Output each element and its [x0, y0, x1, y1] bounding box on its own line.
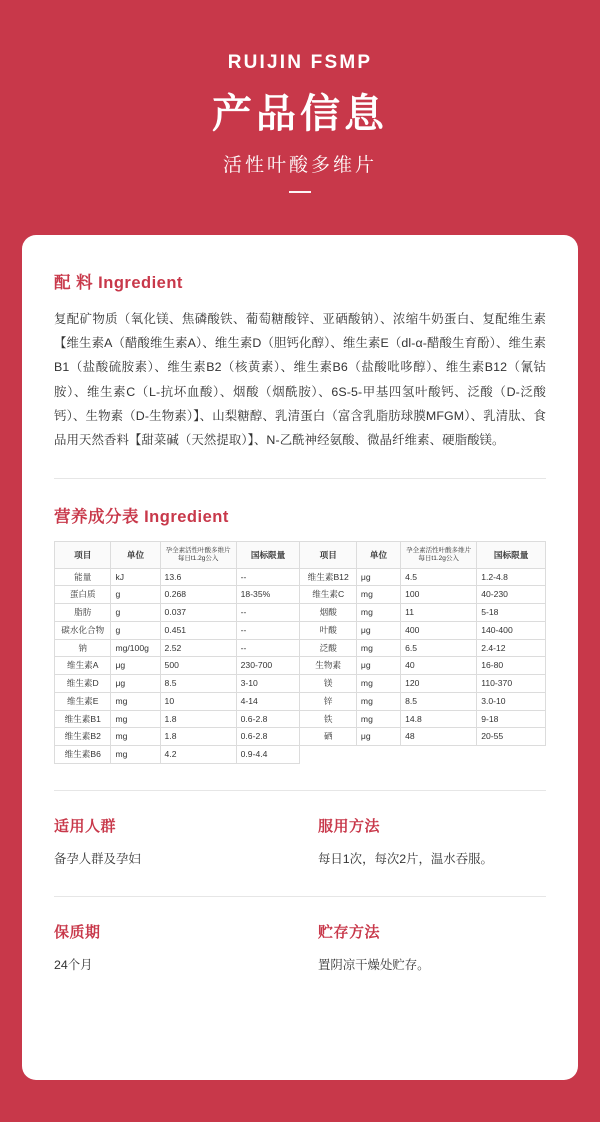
storage-block — [300, 921, 546, 976]
ingredient-section-title: 配 料 Ingredient — [54, 274, 183, 292]
table-cell: 泛酸 — [300, 639, 356, 657]
storage-title: 贮存方法 — [318, 923, 381, 941]
table-cell: mg — [111, 710, 160, 728]
table-cell: 维生素B1 — [55, 710, 111, 728]
table-cell: μg — [356, 728, 400, 746]
table-cell: 维生素D — [55, 675, 111, 693]
table-cell: 锌 — [300, 692, 356, 710]
table-cell: 3-10 — [236, 675, 300, 693]
table-row — [55, 568, 546, 586]
nutrition-table-body — [55, 568, 546, 763]
table-cell: 脂肪 — [55, 604, 111, 622]
table-cell: -- — [236, 639, 300, 657]
table-cell: 2.52 — [160, 639, 236, 657]
table-cell: 14.8 — [401, 710, 477, 728]
table-cell: 0.6-2.8 — [236, 728, 300, 746]
table-cell: 碳水化合物 — [55, 621, 111, 639]
table-cell: 400 — [401, 621, 477, 639]
table-cell: 13.6 — [160, 568, 236, 586]
header-unit-right: 单位 — [356, 542, 400, 569]
table-cell: 230-700 — [236, 657, 300, 675]
table-cell: μg — [356, 568, 400, 586]
table-cell: 0.451 — [160, 621, 236, 639]
table-cell: 40 — [401, 657, 477, 675]
table-cell: mg — [111, 692, 160, 710]
crowd-text: 备孕人群及孕妇 — [54, 851, 141, 866]
table-cell — [477, 746, 546, 764]
table-cell: 能量 — [55, 568, 111, 586]
table-cell: -- — [236, 568, 300, 586]
table-cell: 8.5 — [401, 692, 477, 710]
table-row — [55, 639, 546, 657]
header-divider — [289, 191, 311, 193]
table-cell: 维生素B2 — [55, 728, 111, 746]
page-subtitle: 活性叶酸多维片 — [222, 155, 377, 176]
table-cell: mg — [356, 586, 400, 604]
table-row — [55, 710, 546, 728]
table-cell: 10 — [160, 692, 236, 710]
table-cell — [300, 746, 356, 764]
table-cell: 1.8 — [160, 728, 236, 746]
table-cell: mg — [356, 692, 400, 710]
table-row — [55, 604, 546, 622]
header-value-right: 孕全素活性叶酸多维片每日t1.2g公入 — [401, 542, 477, 569]
header-item-right: 项目 — [300, 542, 356, 569]
section-divider-2 — [54, 790, 546, 791]
crowd-title: 适用人群 — [54, 817, 117, 835]
table-cell: 叶酸 — [300, 621, 356, 639]
table-cell: 钠 — [55, 639, 111, 657]
table-cell: 5-18 — [477, 604, 546, 622]
table-cell: mg — [356, 604, 400, 622]
table-cell: mg — [356, 675, 400, 693]
usage-text: 每日1次，每次2片，温水吞服。 — [318, 851, 493, 866]
table-cell: 110-370 — [477, 675, 546, 693]
page-header — [0, 0, 600, 193]
table-cell: 20-55 — [477, 728, 546, 746]
header-limit-left: 国标限量 — [236, 542, 300, 569]
header-item-left: 项目 — [55, 542, 111, 569]
table-cell: 4.5 — [401, 568, 477, 586]
header-value-left: 孕全素活性叶酸多维片每日t1.2g公入 — [160, 542, 236, 569]
table-header-row — [55, 542, 546, 569]
table-cell: 维生素C — [300, 586, 356, 604]
table-cell: 48 — [401, 728, 477, 746]
table-row — [55, 586, 546, 604]
shelf-title: 保质期 — [54, 923, 101, 941]
table-cell: mg — [356, 710, 400, 728]
table-cell: g — [111, 586, 160, 604]
table-cell: 9-18 — [477, 710, 546, 728]
table-cell: 40-230 — [477, 586, 546, 604]
table-cell: 6.5 — [401, 639, 477, 657]
table-cell: 烟酸 — [300, 604, 356, 622]
table-cell: 1.8 — [160, 710, 236, 728]
table-cell: 8.5 — [160, 675, 236, 693]
shelf-text: 24个月 — [54, 957, 93, 972]
table-cell: 2.4-12 — [477, 639, 546, 657]
crowd-block — [54, 815, 300, 870]
ingredient-body-text: 复配矿物质（氧化镁、焦磷酸铁、葡萄糖酸锌、亚硒酸钠）、浓缩牛奶蛋白、复配维生素【维生素A（醋酸维生素A）、维生素D（胆钙化醇）、维生素E（dl-α-醋酸生育酚）、维生素B1（盐酸硫胺素）、维生素B2（核黄素）、维生素B6（盐酸吡哆醇）、维生素B12（氰钴胺）、维生素C（L-抗坏血酸）、烟酸（烟酰胺）、6S-5-甲基四氢叶酸钙、泛酸（D-泛酸钙）、生物素（D-生物素）】、山梨糖醇、乳清蛋白（富含乳脂肪球膜MFGM）、乳清肽、食品用天然香料【甜菜碱（天然提取）】、N-乙酰神经氨酸、微晶纤维素、硬脂酸镁。 — [54, 312, 546, 447]
table-cell: 0.6-2.8 — [236, 710, 300, 728]
table-cell: -- — [236, 621, 300, 639]
table-row — [55, 675, 546, 693]
shelf-block — [54, 921, 300, 976]
nutrition-table — [54, 541, 546, 764]
usage-block — [300, 815, 546, 870]
table-cell — [356, 746, 400, 764]
section-divider-3 — [54, 896, 546, 897]
section-divider-1 — [54, 478, 546, 479]
table-cell: 0.037 — [160, 604, 236, 622]
table-cell: 镁 — [300, 675, 356, 693]
table-cell: mg — [111, 728, 160, 746]
table-cell: kJ — [111, 568, 160, 586]
table-cell: μg — [111, 657, 160, 675]
table-cell: mg — [356, 639, 400, 657]
table-cell: 0.268 — [160, 586, 236, 604]
table-cell: 4-14 — [236, 692, 300, 710]
table-row — [55, 621, 546, 639]
table-cell: μg — [356, 621, 400, 639]
table-cell: μg — [356, 657, 400, 675]
usage-title: 服用方法 — [318, 817, 381, 835]
page-title: 产品信息 — [212, 92, 388, 136]
nutrition-table-wrap — [54, 541, 546, 764]
table-row — [55, 728, 546, 746]
table-cell: 11 — [401, 604, 477, 622]
table-cell: 500 — [160, 657, 236, 675]
table-cell: 3.0-10 — [477, 692, 546, 710]
table-cell: 生物素 — [300, 657, 356, 675]
table-row — [55, 657, 546, 675]
table-cell: g — [111, 621, 160, 639]
table-row — [55, 692, 546, 710]
table-cell: 维生素B6 — [55, 746, 111, 764]
table-cell: 16-80 — [477, 657, 546, 675]
table-cell: 100 — [401, 586, 477, 604]
table-cell — [401, 746, 477, 764]
nutrition-section-title: 营养成分表 Ingredient — [54, 508, 229, 527]
table-cell: μg — [111, 675, 160, 693]
content-card — [22, 235, 578, 1080]
table-cell: 铁 — [300, 710, 356, 728]
header-unit-left: 单位 — [111, 542, 160, 569]
table-cell: -- — [236, 604, 300, 622]
header-limit-right: 国标限量 — [477, 542, 546, 569]
table-cell: 18-35% — [236, 586, 300, 604]
brand-name: RUIJIN FSMP — [227, 52, 373, 73]
table-cell: 维生素A — [55, 657, 111, 675]
table-cell: g — [111, 604, 160, 622]
storage-text: 置阴凉干燥处贮存。 — [318, 957, 430, 972]
table-cell: 蛋白质 — [55, 586, 111, 604]
table-cell: 维生素E — [55, 692, 111, 710]
table-cell: mg/100g — [111, 639, 160, 657]
table-cell: 0.9-4.4 — [236, 746, 300, 764]
table-cell: 4.2 — [160, 746, 236, 764]
table-cell: 120 — [401, 675, 477, 693]
table-cell: 1.2-4.8 — [477, 568, 546, 586]
table-cell: 140-400 — [477, 621, 546, 639]
table-row — [55, 746, 546, 764]
table-cell: mg — [111, 746, 160, 764]
nutrition-table-head — [55, 542, 546, 569]
info-grid-2 — [54, 921, 546, 976]
table-cell: 维生素B12 — [300, 568, 356, 586]
table-cell: 硒 — [300, 728, 356, 746]
info-grid-1 — [54, 815, 546, 870]
